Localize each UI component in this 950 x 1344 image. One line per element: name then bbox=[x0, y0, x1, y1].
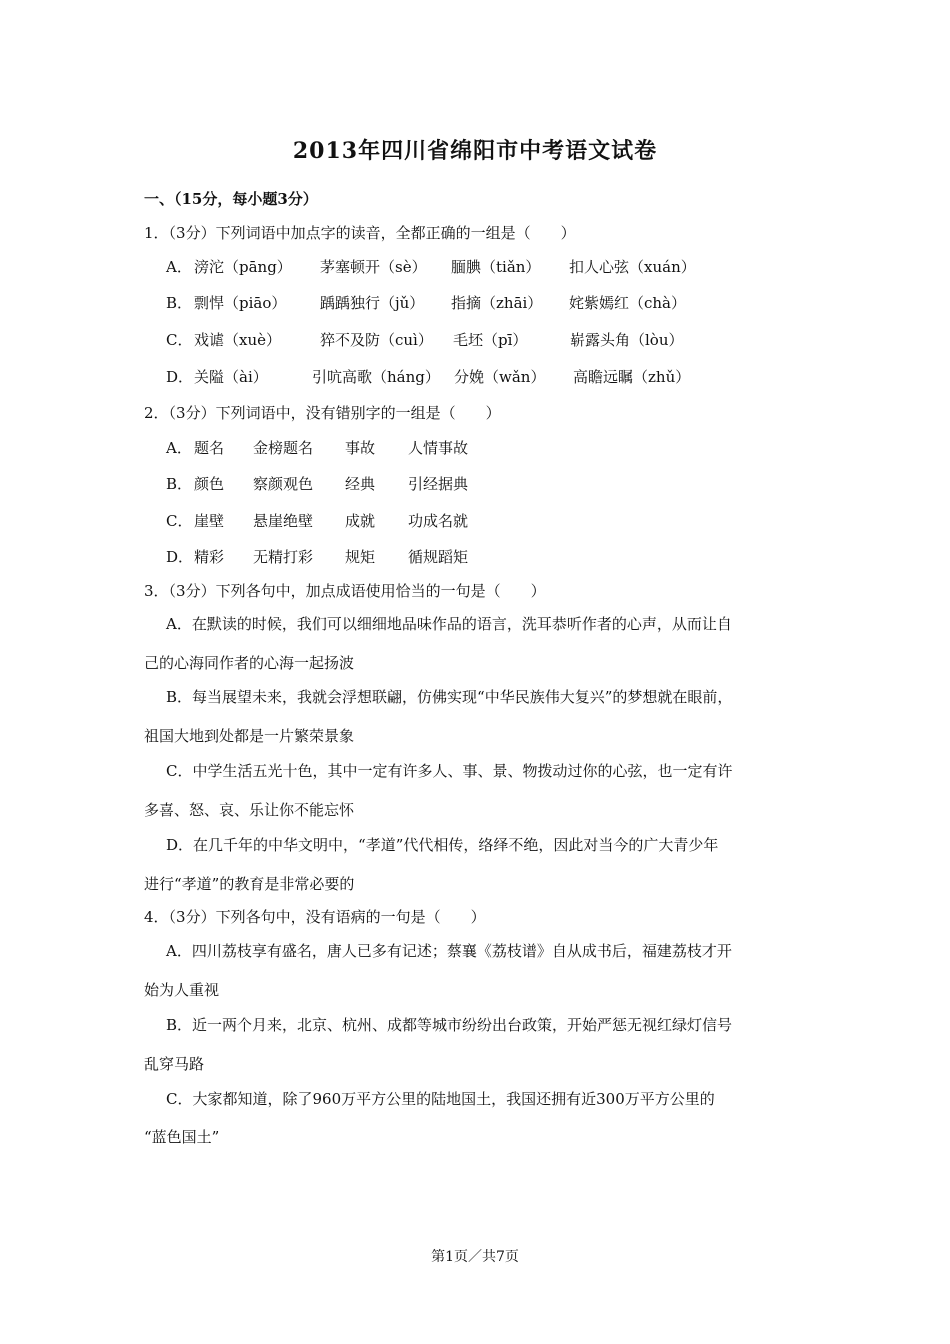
option-word: 指摘（zhāi） bbox=[451, 294, 543, 312]
q3-option-c-cont: 多喜、怒、哀、乐让你不能忘怀 bbox=[144, 801, 355, 819]
option-word: 崭露头角（lòu） bbox=[570, 331, 684, 349]
option-word: 戏谑（xuè） bbox=[194, 331, 281, 349]
option-word: 功成名就 bbox=[408, 512, 469, 530]
option-word: 茅塞顿开（sè） bbox=[320, 258, 427, 276]
q4-option-a: A．四川荔枝享有盛名，唐人已多有记述；蔡襄《荔枝谱》自从成书后，福建荔枝才开 bbox=[166, 942, 732, 960]
option-word: 人情事故 bbox=[408, 439, 469, 457]
option-label: A． bbox=[166, 439, 192, 457]
question-1-stem: 1．（3分）下列词语中加点字的读音，全都正确的一组是（ ） bbox=[144, 224, 576, 242]
option-word: 分娩（wǎn） bbox=[454, 368, 546, 386]
q3-option-a-cont: 己的心海同作者的心海一起扬波 bbox=[144, 654, 355, 672]
option-word: 循规蹈矩 bbox=[408, 548, 469, 566]
option-label: D． bbox=[166, 548, 194, 566]
option-label: C． bbox=[166, 331, 193, 349]
option-word: 精彩 bbox=[194, 548, 225, 566]
option-word: 金榜题名 bbox=[253, 439, 314, 457]
option-word: 踽踽独行（jǔ） bbox=[320, 294, 425, 312]
section-heading: 一、（15分，每小题3分） bbox=[144, 190, 318, 208]
question-2-stem: 2．（3分）下列词语中，没有错别字的一组是（ ） bbox=[144, 404, 501, 422]
option-word: 引吭高歌（háng） bbox=[312, 368, 440, 386]
option-word: 关隘（ài） bbox=[194, 368, 268, 386]
option-label: A． bbox=[166, 258, 192, 276]
option-word: 毛坯（pī） bbox=[453, 331, 528, 349]
q4-option-c-cont: “蓝色国土” bbox=[144, 1128, 220, 1146]
option-word: 扣人心弦（xuán） bbox=[569, 258, 696, 276]
option-word: 无精打彩 bbox=[253, 548, 314, 566]
option-word: 引经据典 bbox=[408, 475, 469, 493]
option-label: D． bbox=[166, 368, 194, 386]
q3-option-a: A．在默读的时候，我们可以细细地品味作品的语言，洗耳恭听作者的心声，从而让自 bbox=[166, 615, 732, 633]
option-word: 姹紫嫣红（chà） bbox=[569, 294, 687, 312]
q4-option-b: B．近一两个月来，北京、杭州、成都等城市纷纷出台政策，开始严惩无视红绿灯信号 bbox=[166, 1016, 733, 1034]
q3-option-d-cont: 进行“孝道”的教育是非常必要的 bbox=[144, 875, 355, 893]
q3-option-b-cont: 祖国大地到处都是一片繁荣景象 bbox=[144, 727, 355, 745]
q4-option-b-cont: 乱穿马路 bbox=[144, 1055, 205, 1073]
option-word: 经典 bbox=[345, 475, 376, 493]
option-word: 剽悍（piāo） bbox=[194, 294, 287, 312]
option-label: B． bbox=[166, 475, 193, 493]
option-word: 颜色 bbox=[194, 475, 225, 493]
option-word: 滂沱（pāng） bbox=[194, 258, 292, 276]
page-title: 2013年四川省绵阳市中考语文试卷 bbox=[292, 138, 658, 164]
option-word: 腼腆（tiǎn） bbox=[451, 258, 541, 276]
option-word: 悬崖绝壁 bbox=[253, 512, 314, 530]
option-word: 事故 bbox=[345, 439, 376, 457]
option-word: 猝不及防（cuì） bbox=[320, 331, 433, 349]
option-word: 察颜观色 bbox=[253, 475, 314, 493]
question-3-stem: 3．（3分）下列各句中，加点成语使用恰当的一句是（ ） bbox=[144, 582, 546, 600]
option-word: 崖壁 bbox=[194, 512, 225, 530]
option-word: 规矩 bbox=[345, 548, 376, 566]
q4-option-a-cont: 始为人重视 bbox=[144, 981, 220, 999]
option-label: B． bbox=[166, 294, 193, 312]
q3-option-c: C．中学生活五光十色，其中一定有许多人、事、景、物拨动过你的心弦，也一定有许 bbox=[166, 762, 733, 780]
option-word: 题名 bbox=[194, 439, 225, 457]
q3-option-d: D．在几千年的中华文明中，“孝道”代代相传，络绎不绝，因此对当今的广大青少年 bbox=[166, 836, 719, 854]
option-word: 成就 bbox=[345, 512, 376, 530]
option-word: 高瞻远瞩（zhǔ） bbox=[573, 368, 691, 386]
option-label: C． bbox=[166, 512, 193, 530]
page-footer: 第1页／共7页 bbox=[431, 1249, 519, 1265]
q4-option-c: C．大家都知道，除了960万平方公里的陆地国土，我国还拥有近300万平方公里的 bbox=[166, 1090, 715, 1108]
q3-option-b: B．每当展望未来，我就会浮想联翩，仿佛实现“中华民族伟大复兴”的梦想就在眼前， bbox=[166, 688, 733, 706]
question-4-stem: 4．（3分）下列各句中，没有语病的一句是（ ） bbox=[144, 908, 486, 926]
